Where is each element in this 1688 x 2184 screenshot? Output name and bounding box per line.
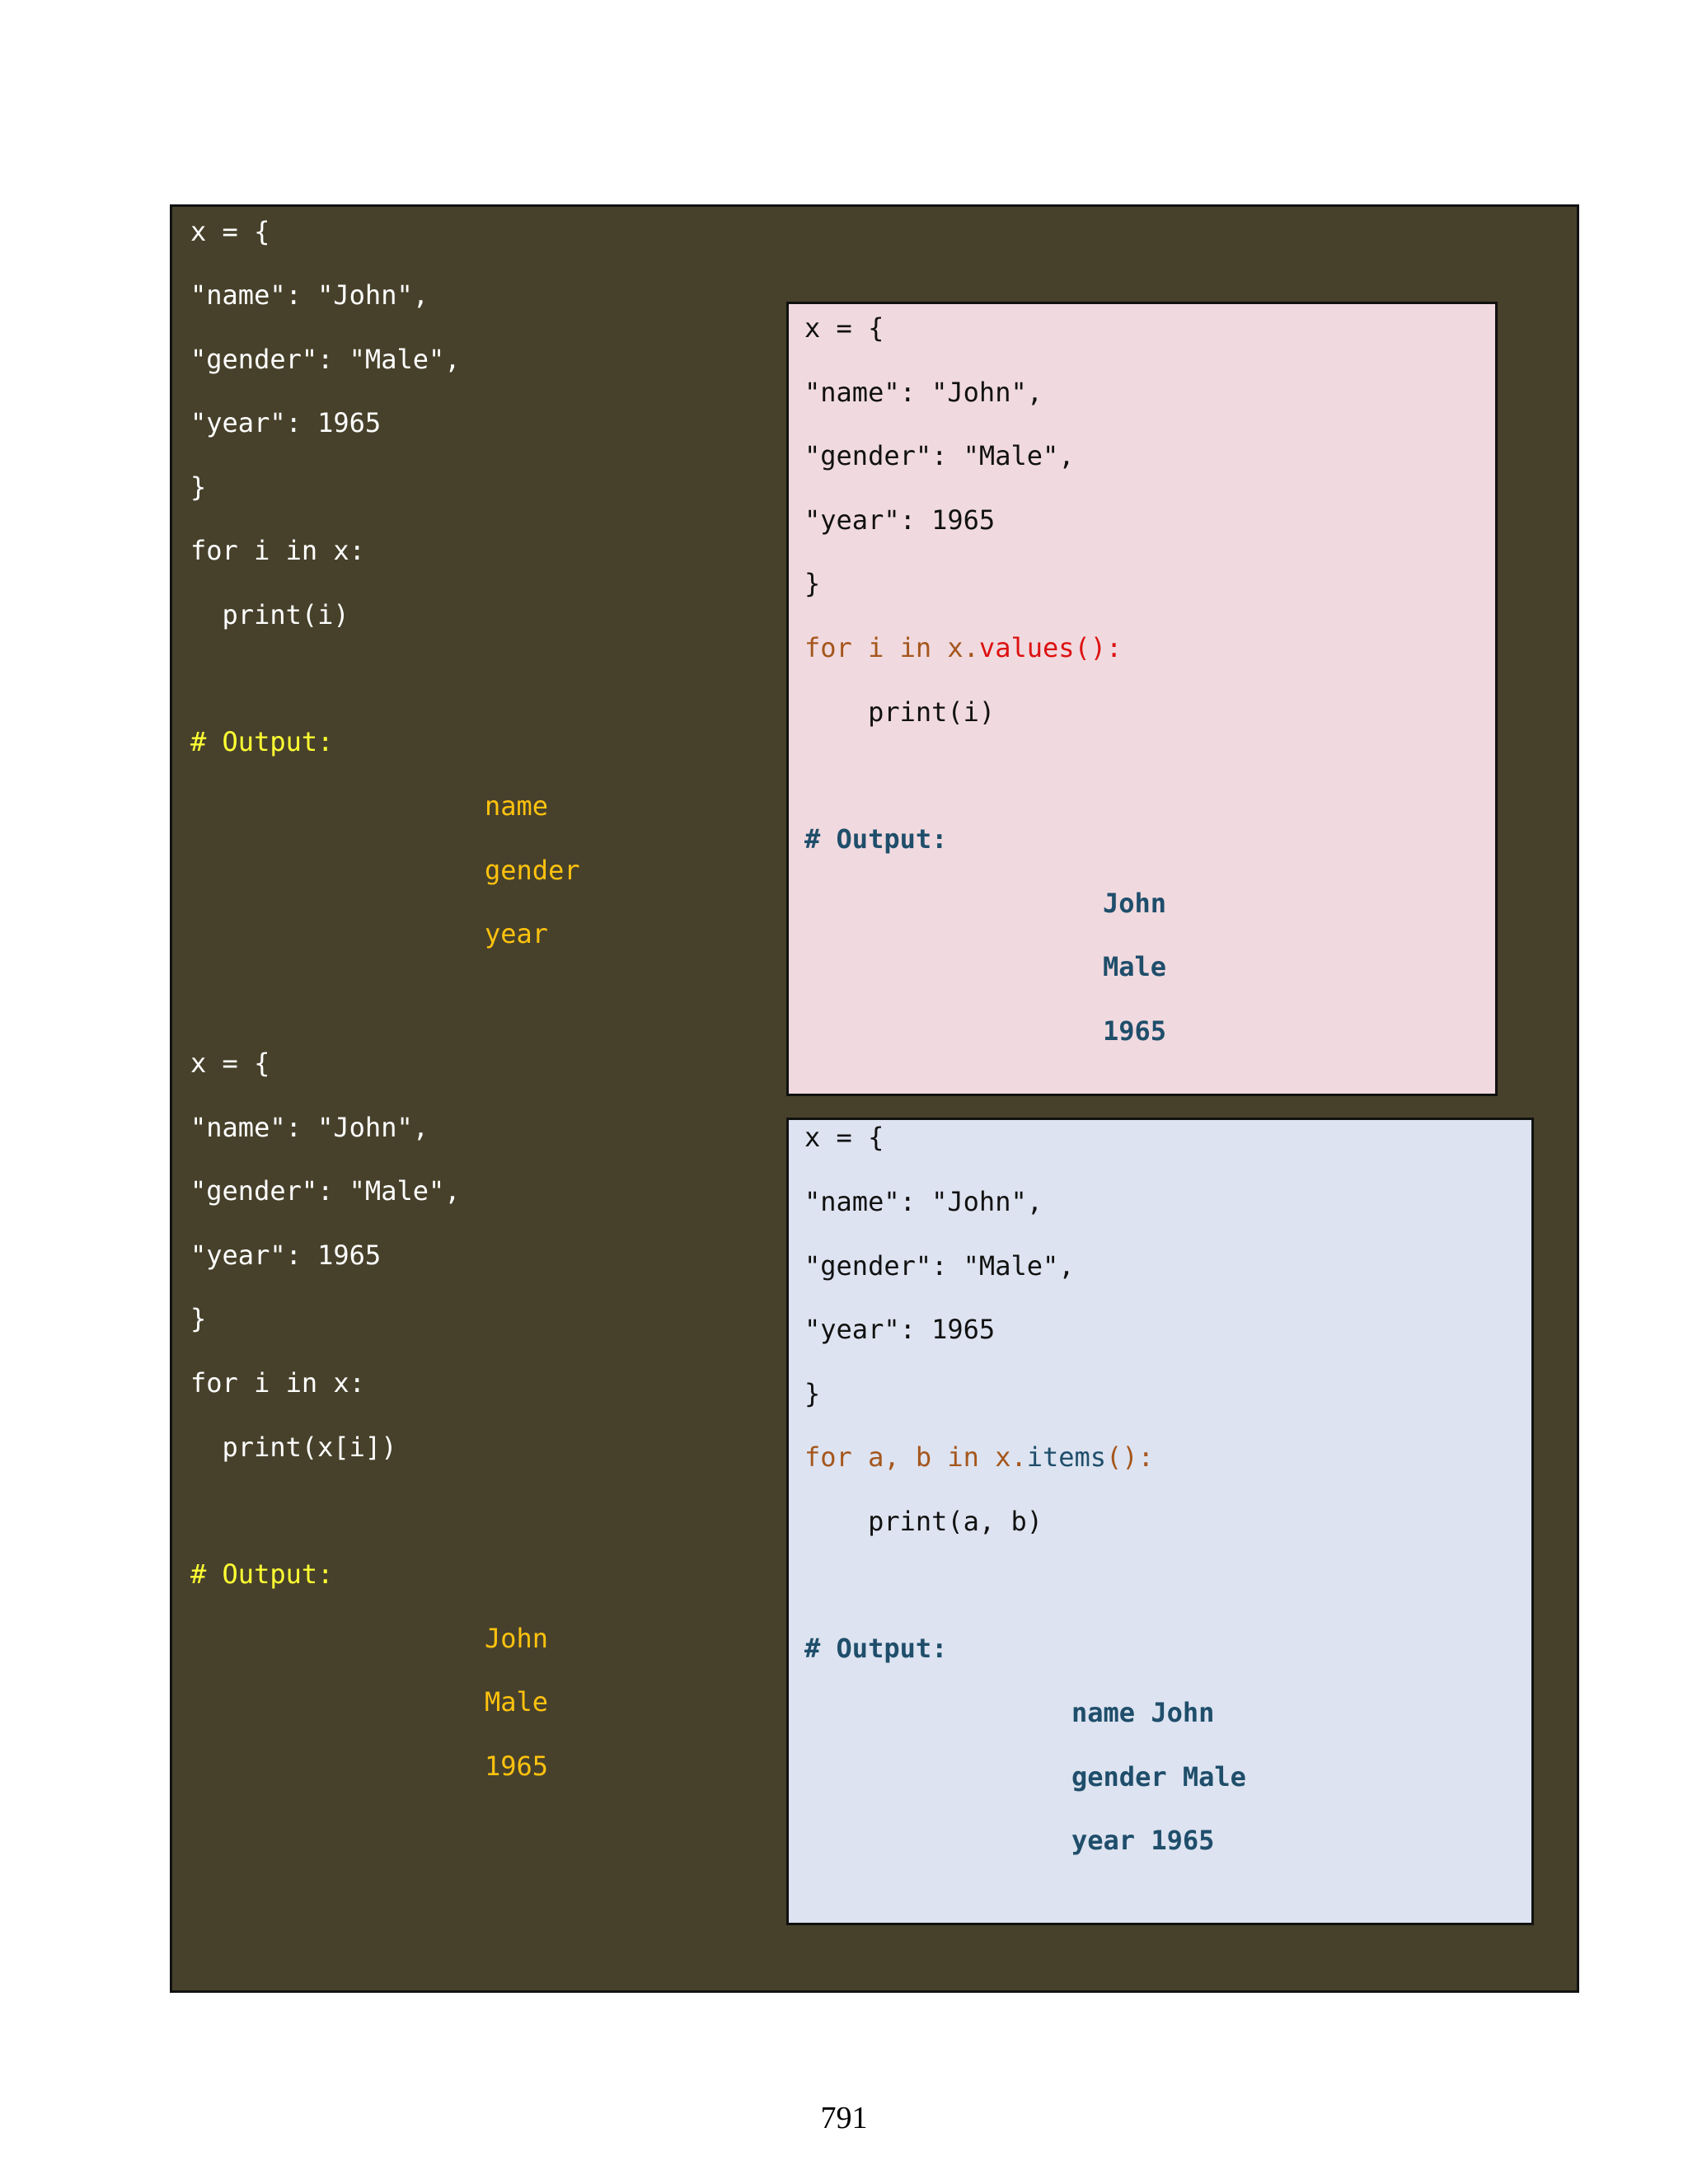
- code-line: for i in x:: [190, 1367, 365, 1399]
- output-line: John: [1103, 888, 1167, 919]
- code-line: x = {: [190, 1047, 270, 1079]
- code-line: "year": 1965: [804, 1314, 996, 1345]
- loop-parens: ():: [1106, 1441, 1154, 1473]
- output-line: 1965: [1103, 1015, 1167, 1047]
- loop-method: values():: [978, 632, 1123, 663]
- output-comment: # Output:: [804, 1633, 948, 1664]
- loop-line: [804, 631, 1122, 664]
- output-line: Male: [485, 1686, 549, 1718]
- code-line: "name": "John",: [804, 377, 1043, 408]
- output-line: year: [485, 918, 549, 949]
- code-line: "year": 1965: [190, 407, 382, 438]
- output-comment: # Output:: [190, 726, 334, 757]
- code-line: "name": "John",: [804, 1186, 1043, 1217]
- output-comment: # Output:: [190, 1558, 334, 1590]
- output-line: gender Male: [1071, 1761, 1246, 1793]
- code-line: x = {: [804, 312, 884, 344]
- code-line: }: [804, 1378, 821, 1409]
- code-line: }: [804, 568, 821, 599]
- output-line: gender: [485, 855, 580, 886]
- code-line: "name": "John",: [190, 279, 429, 311]
- code-line: print(x[i]): [190, 1432, 397, 1463]
- loop-keyword: for i in x.: [804, 632, 979, 663]
- code-line: }: [190, 471, 207, 503]
- code-line: "year": 1965: [190, 1240, 382, 1271]
- code-line: "gender": "Male",: [190, 1175, 461, 1207]
- code-line: print(i): [190, 599, 349, 630]
- page-number: 791: [820, 2101, 868, 2135]
- output-comment: # Output:: [804, 823, 948, 855]
- loop-method: items: [1026, 1441, 1107, 1473]
- code-line: "gender": "Male",: [190, 344, 461, 375]
- code-line: "gender": "Male",: [804, 440, 1075, 471]
- output-line: name: [485, 790, 549, 822]
- loop-line: [804, 1441, 1154, 1474]
- output-line: Male: [1103, 951, 1167, 982]
- code-line: x = {: [804, 1122, 884, 1153]
- output-line: year 1965: [1071, 1825, 1215, 1856]
- code-line: print(i): [804, 696, 996, 728]
- code-line: print(a, b): [804, 1506, 1043, 1537]
- output-line: 1965: [485, 1750, 549, 1782]
- output-line: John: [485, 1623, 549, 1654]
- code-line: "gender": "Male",: [804, 1250, 1075, 1282]
- code-line: x = {: [190, 216, 270, 247]
- code-line: }: [190, 1303, 207, 1334]
- loop-keyword: for a, b in x.: [804, 1441, 1027, 1473]
- code-line: "name": "John",: [190, 1112, 429, 1143]
- output-line: name John: [1071, 1697, 1215, 1728]
- code-line: "year": 1965: [804, 504, 996, 536]
- code-line: for i in x:: [190, 535, 365, 566]
